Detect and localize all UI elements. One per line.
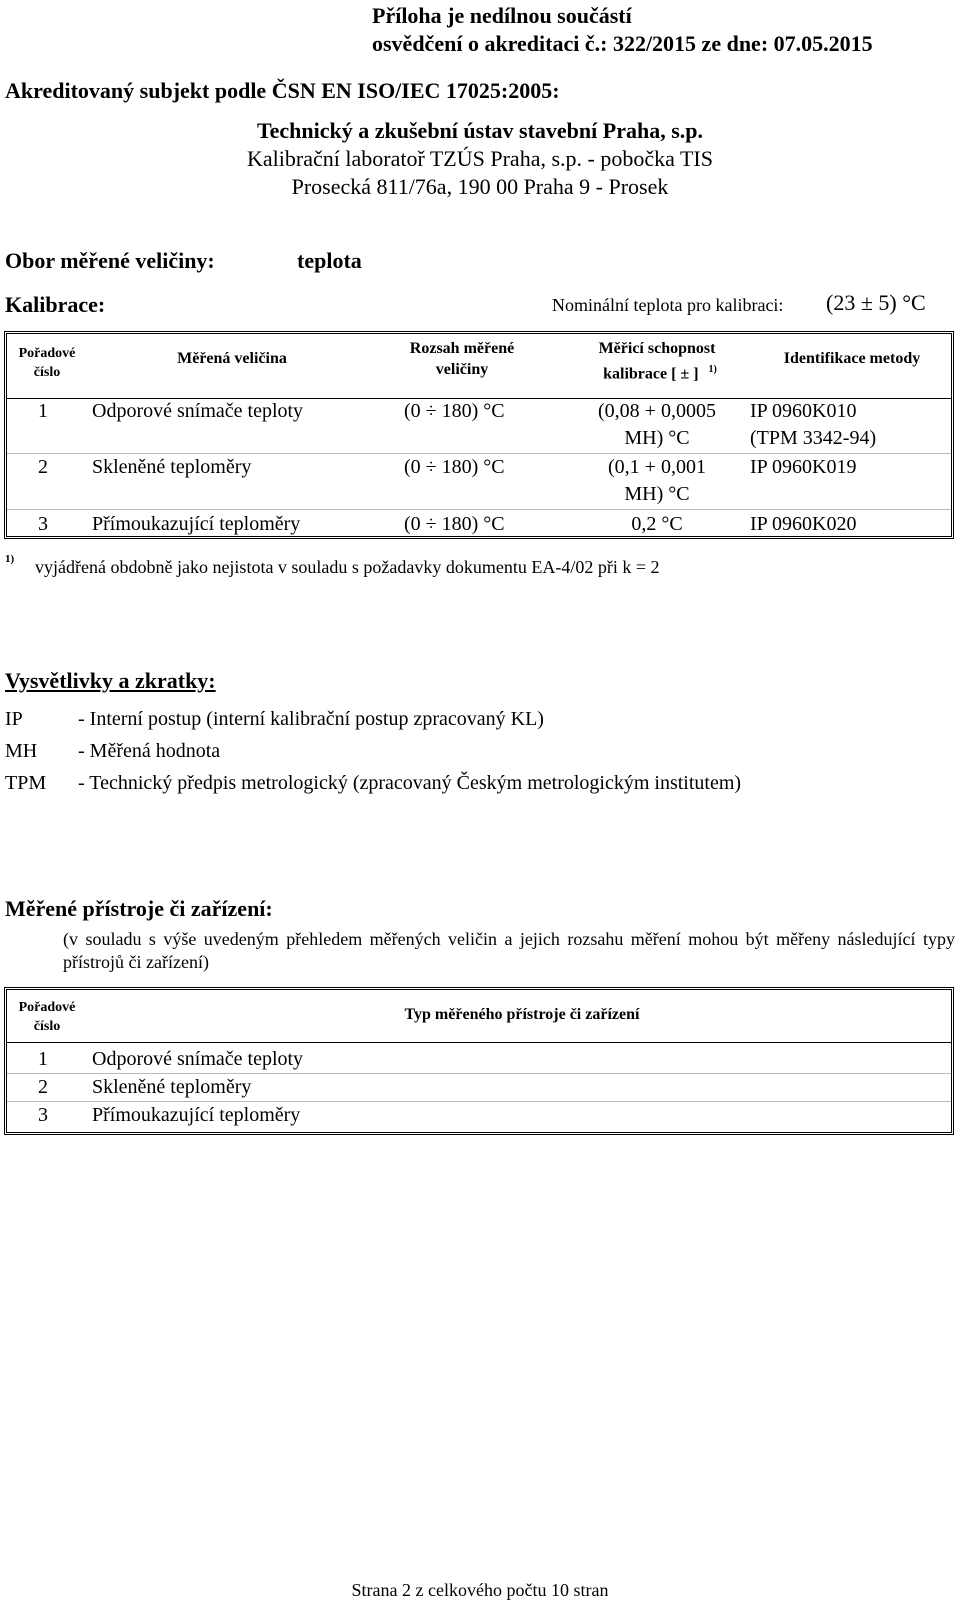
row-capability-line1: (0,08 + 0,0005 (598, 400, 716, 422)
col-header-number-line1: Pořadové (18, 1000, 76, 1015)
col-header-capability-line2 (582, 359, 732, 384)
row-number: 1 (38, 400, 48, 422)
capability-unit: kalibrace [ ± ] (603, 365, 699, 383)
row-number: 3 (38, 513, 48, 535)
col-header-number-line2: číslo (33, 365, 61, 380)
col-header-number-line1: Pořadové (18, 346, 76, 361)
table-row (7, 511, 951, 538)
row-device-name: Odporové snímače teploty (92, 1048, 304, 1070)
footnote-text: vyjádřená obdobně jako nejistota v souladu s požadavky dokumentu EA-4/02 při k = 2 (35, 557, 660, 577)
abbreviations-title: Vysvětlivky a zkratky: (5, 668, 216, 693)
row-method-line1: IP 0960K010 (750, 400, 857, 422)
nominal-temp-value: (23 ± 5) °C (826, 290, 926, 315)
row-method-line1: IP 0960K019 (750, 456, 857, 478)
table-row (7, 1046, 951, 1074)
row-method (750, 454, 856, 481)
table-row (7, 1074, 951, 1102)
abbr-term: TPM (5, 772, 47, 794)
abbr-term: MH (5, 740, 38, 762)
col-header-number (17, 998, 77, 1036)
abbr-definition: - Technický předpis metrologický (zpracovaný Českým metrologickým institutem) (78, 772, 742, 794)
row-method (750, 398, 876, 452)
table-row (7, 398, 951, 454)
row-capability (562, 454, 752, 508)
lab-branch: Kalibrační laboratoř TZÚS Praha, s.p. - pobočka TIS (247, 146, 713, 171)
table-row (7, 454, 951, 510)
row-capability: 0,2 °C (631, 513, 683, 535)
col-header-device-type: Typ měřeného přístroje či zařízení (404, 1006, 640, 1023)
table-row (7, 1102, 951, 1130)
col-header-capability (582, 338, 732, 384)
lab-name: Technický a zkušební ústav stavební Praha, s.p. (256, 118, 703, 143)
row-device-name: Přímoukazující teploměry (92, 1104, 301, 1126)
footnote-mark: 1) (5, 553, 15, 565)
lab-address: Prosecká 811/76a, 190 00 Praha 9 - Prosek (291, 174, 669, 199)
row-capability-line2: MH) °C (624, 483, 690, 505)
row-number: 1 (38, 1048, 48, 1070)
row-quantity: Skleněné teploměry (92, 456, 252, 478)
col-header-number-line2: číslo (33, 1019, 61, 1034)
row-quantity: Přímoukazující teploměry (92, 513, 301, 535)
row-capability-line1: (0,1 + 0,001 (608, 456, 706, 478)
abbr-term: IP (5, 708, 23, 730)
devices-table (4, 987, 954, 1135)
col-header-range (392, 338, 532, 380)
row-quantity: Odporové snímače teploty (92, 400, 304, 422)
row-range: (0 ÷ 180) °C (404, 400, 505, 422)
row-method-line2: (TPM 3342-94) (750, 427, 877, 449)
accredited-subject-label: Akreditovaný subjekt podle ČSN EN ISO/IEC 17025:2005: (5, 78, 560, 103)
row-separator (7, 509, 951, 510)
header-divider (7, 1042, 951, 1043)
col-header-method: Identifikace metody (783, 350, 921, 367)
row-range: (0 ÷ 180) °C (404, 456, 505, 478)
devices-title: Měřené přístroje či zařízení: (5, 896, 273, 921)
col-header-quantity: Měřená veličina (177, 350, 287, 367)
abbr-definition: - Interní postup (interní kalibrační postup zpracovaný KL) (78, 708, 544, 730)
col-header-capability-line1: Měřicí schopnost (598, 340, 716, 357)
col-header-range-line1: Rozsah měřené (409, 340, 515, 357)
row-number: 2 (38, 1076, 48, 1098)
row-number: 2 (38, 456, 48, 478)
row-capability-line2: MH) °C (624, 427, 690, 449)
devices-note: (v souladu s výše uvedeným přehledem měřených veličin a jejich rozsahu měření mohou být měřeny následující typy přístrojů či zařízení) (63, 929, 955, 972)
row-number: 3 (38, 1104, 48, 1126)
row-range: (0 ÷ 180) °C (404, 513, 505, 535)
annex-note (372, 2, 873, 58)
field-value: teplota (297, 248, 362, 273)
field-label: Obor měřené veličiny: (5, 248, 215, 273)
annex-line-2: osvědčení o akreditaci č.: 322/2015 ze dne: 07.05.2015 (372, 31, 873, 56)
col-header-range-line2: veličiny (435, 361, 489, 378)
capability-footnote-ref: 1) (708, 364, 717, 375)
row-method: IP 0960K020 (750, 513, 857, 535)
calibration-label: Kalibrace: (5, 292, 106, 317)
row-capability (562, 398, 752, 452)
nominal-temp-label: Nominální teplota pro kalibraci: (552, 295, 784, 315)
calibration-table (4, 331, 954, 539)
annex-line-1: Příloha je nedílnou součástí (372, 3, 632, 28)
abbr-definition: - Měřená hodnota (78, 740, 221, 762)
col-header-number (17, 344, 77, 382)
row-device-name: Skleněné teploměry (92, 1076, 252, 1098)
page-number: Strana 2 z celkového počtu 10 stran (351, 1580, 609, 1600)
